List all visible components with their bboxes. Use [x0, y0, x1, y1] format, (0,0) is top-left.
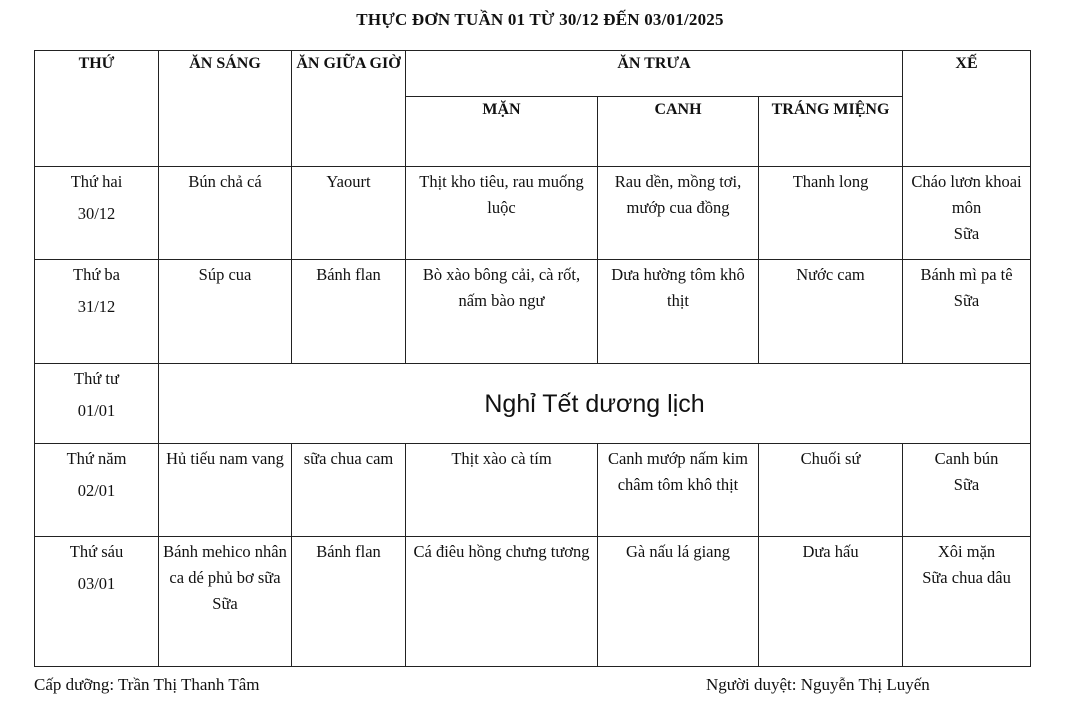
savory-cell [406, 444, 598, 537]
menu-item-text: Thanh long [792, 172, 869, 191]
day-name: Thứ ba [73, 265, 120, 284]
menu-item-text: Cháo lươn khoai môn [911, 172, 1022, 217]
day-date: 03/01 [77, 574, 116, 593]
menu-item-text: Hủ tiếu nam vang [166, 449, 284, 468]
footer-cook: Cấp dưỡng: Trần Thị Thanh Tâm [34, 675, 260, 694]
soup-cell [598, 444, 759, 537]
day-name: Thứ hai [70, 172, 123, 191]
day-cell [35, 444, 159, 537]
header-lunch-soup: CANH [598, 97, 759, 167]
day-name: Thứ tư [74, 369, 119, 388]
menu-item-text: Bánh mì pa tê [920, 265, 1013, 284]
header-breakfast: ĂN SÁNG [159, 51, 292, 167]
footer-approver: Người duyệt: Nguyễn Thị Luyến [706, 675, 930, 694]
breakfast-cell [159, 537, 292, 667]
soup-cell [598, 167, 759, 260]
menu-item-text: Sữa [953, 224, 980, 243]
dessert-cell [759, 167, 903, 260]
breakfast-cell [159, 167, 292, 260]
menu-item-text: Sữa [953, 475, 980, 494]
menu-item-text: Bánh mehico nhân ca dé phủ bơ sữa [163, 542, 287, 587]
snack-cell [292, 167, 406, 260]
table-row [35, 364, 1031, 444]
snack-cell [292, 537, 406, 667]
afternoon-cell [903, 537, 1031, 667]
menu-item-text: sữa chua cam [303, 449, 394, 468]
menu-item-text: Bánh flan [316, 542, 381, 561]
menu-item-text: Canh mướp nấm kim châm tôm khô thịt [607, 449, 749, 494]
menu-item-text: Rau dền, mồng tơi, mướp cua đồng [614, 172, 742, 217]
menu-item-text: Sữa [953, 291, 980, 310]
table-row [35, 444, 1031, 537]
dessert-cell [759, 260, 903, 364]
dessert-cell [759, 444, 903, 537]
day-date: 31/12 [77, 297, 116, 316]
menu-item-text: Dưa hường tôm khô thịt [611, 265, 745, 310]
day-name: Thứ năm [66, 449, 127, 468]
holiday-notice: Nghỉ Tết dương lịch [159, 364, 1031, 444]
day-name: Thứ sáu [69, 542, 124, 561]
menu-item-text: Canh bún [934, 449, 999, 468]
table-row [35, 260, 1031, 364]
breakfast-cell [159, 260, 292, 364]
snack-cell [292, 260, 406, 364]
menu-item-text: Thịt xào cà tím [451, 449, 552, 468]
table-row [35, 167, 1031, 260]
menu-item-text: Dưa hấu [802, 542, 859, 561]
savory-cell [406, 167, 598, 260]
menu-item-text: Nước cam [796, 265, 865, 284]
weekly-menu-table [34, 50, 1031, 667]
menu-item-text: Yaourt [326, 172, 371, 191]
snack-cell [292, 444, 406, 537]
menu-item-text: Bánh flan [316, 265, 381, 284]
afternoon-cell [903, 260, 1031, 364]
menu-item-text: Gà nấu lá giang [625, 542, 730, 561]
dessert-cell [759, 537, 903, 667]
menu-item-text: Thịt kho tiêu, rau muống luộc [419, 172, 584, 217]
day-date: 02/01 [77, 481, 116, 500]
soup-cell [598, 537, 759, 667]
savory-cell [406, 260, 598, 364]
menu-title: THỰC ĐƠN TUẦN 01 TỪ 30/12 ĐẾN 03/01/2025 [356, 10, 724, 29]
afternoon-cell [903, 444, 1031, 537]
header-day: THỨ [35, 51, 159, 167]
menu-item-text: Sữa chua dâu [922, 568, 1011, 587]
menu-item-text: Súp cua [198, 265, 252, 284]
day-cell [35, 537, 159, 667]
header-mid-snack: ĂN GIỮA GIỜ [292, 51, 406, 167]
afternoon-cell [903, 167, 1031, 260]
menu-item-text: Chuối sứ [800, 449, 861, 468]
menu-item-text: Sữa [212, 594, 238, 613]
header-afternoon: XẾ [903, 51, 1031, 167]
menu-item-text: Bún chả cá [188, 172, 262, 191]
header-lunch: ĂN TRƯA [406, 51, 903, 97]
breakfast-cell [159, 444, 292, 537]
savory-cell [406, 537, 598, 667]
menu-item-text: Xôi mặn [937, 542, 996, 561]
day-cell [35, 260, 159, 364]
header-lunch-dessert: TRÁNG MIỆNG [759, 97, 903, 167]
day-date: 01/01 [77, 401, 116, 420]
menu-item-text: Bò xào bông cải, cà rốt, nấm bào ngư [422, 265, 581, 310]
menu-item-text: Cá điêu hồng chưng tương [413, 542, 590, 561]
header-lunch-savory: MẶN [406, 97, 598, 167]
day-date: 30/12 [77, 204, 116, 223]
menu-body [35, 167, 1031, 667]
day-cell [35, 167, 159, 260]
soup-cell [598, 260, 759, 364]
day-cell [35, 364, 159, 444]
table-row [35, 537, 1031, 667]
